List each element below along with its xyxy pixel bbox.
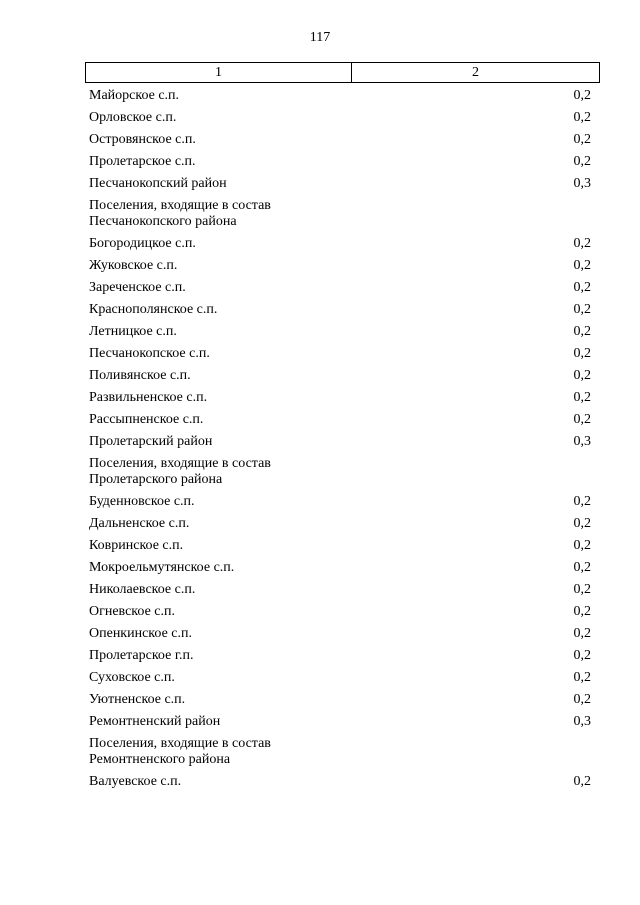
row-value: 0,2 bbox=[573, 538, 591, 553]
table-row bbox=[89, 301, 591, 323]
table-row bbox=[89, 389, 591, 411]
row-name: Ремонтненский район bbox=[89, 714, 221, 729]
table-row bbox=[89, 323, 591, 345]
table-row bbox=[89, 537, 591, 559]
row-name: Песчанокопский район bbox=[89, 176, 227, 191]
row-value: 0,3 bbox=[573, 176, 591, 191]
table-row bbox=[89, 109, 591, 131]
row-value: 0,2 bbox=[573, 412, 591, 427]
table-row bbox=[89, 433, 591, 455]
row-name: Николаевское с.п. bbox=[89, 582, 196, 597]
table-row bbox=[89, 713, 591, 735]
row-value: 0,2 bbox=[573, 516, 591, 531]
row-name: Мокроельмутянское с.п. bbox=[89, 560, 235, 575]
table-row bbox=[89, 581, 591, 603]
row-value: 0,2 bbox=[573, 626, 591, 641]
row-value: 0,2 bbox=[573, 280, 591, 295]
row-value: 0,2 bbox=[573, 604, 591, 619]
row-name: Краснополянское с.п. bbox=[89, 302, 218, 317]
row-name: Жуковское с.п. bbox=[89, 258, 178, 273]
table-row bbox=[89, 153, 591, 175]
table-row bbox=[89, 773, 591, 795]
table-row bbox=[89, 559, 591, 581]
row-value: 0,2 bbox=[573, 390, 591, 405]
row-name: Островянское с.п. bbox=[89, 132, 196, 147]
row-name: Песчанокопское с.п. bbox=[89, 346, 210, 361]
table-row bbox=[89, 735, 591, 773]
row-name: Поселения, входящие в состав Ремонтненского района bbox=[89, 736, 271, 767]
table-row bbox=[89, 235, 591, 257]
table-row bbox=[89, 279, 591, 301]
table-row bbox=[89, 493, 591, 515]
row-value: 0,2 bbox=[573, 324, 591, 339]
table-row bbox=[89, 257, 591, 279]
row-name: Дальненское с.п. bbox=[89, 516, 190, 531]
row-name: Майорское с.п. bbox=[89, 88, 180, 103]
row-value: 0,2 bbox=[573, 302, 591, 317]
table-body bbox=[89, 87, 591, 795]
row-value: 0,3 bbox=[573, 434, 591, 449]
table-row bbox=[89, 647, 591, 669]
row-name: Зареченское с.п. bbox=[89, 280, 186, 295]
table-row bbox=[89, 411, 591, 433]
row-name: Огневское с.п. bbox=[89, 604, 175, 619]
table-row bbox=[89, 455, 591, 493]
row-value: 0,2 bbox=[573, 582, 591, 597]
row-name: Уютненское с.п. bbox=[89, 692, 186, 707]
header-col-1: 1 bbox=[86, 63, 352, 82]
row-name: Рассыпненское с.п. bbox=[89, 412, 204, 427]
row-value: 0,2 bbox=[573, 774, 591, 789]
page-number: 117 bbox=[309, 30, 331, 45]
table-row bbox=[89, 131, 591, 153]
row-name: Валуевское с.п. bbox=[89, 774, 182, 789]
row-value: 0,3 bbox=[573, 714, 591, 729]
row-value: 0,2 bbox=[573, 560, 591, 575]
row-value: 0,2 bbox=[573, 494, 591, 509]
row-value: 0,2 bbox=[573, 88, 591, 103]
row-name: Пролетарское с.п. bbox=[89, 154, 196, 169]
row-value: 0,2 bbox=[573, 692, 591, 707]
table-row bbox=[89, 515, 591, 537]
row-name: Буденновское с.п. bbox=[89, 494, 195, 509]
row-value: 0,2 bbox=[573, 154, 591, 169]
table-row bbox=[89, 625, 591, 647]
table-row bbox=[89, 87, 591, 109]
row-value: 0,2 bbox=[573, 346, 591, 361]
row-value: 0,2 bbox=[573, 368, 591, 383]
row-name: Поливянское с.п. bbox=[89, 368, 191, 383]
row-name: Суховское с.п. bbox=[89, 670, 175, 685]
row-value: 0,2 bbox=[573, 132, 591, 147]
row-name: Богородицкое с.п. bbox=[89, 236, 196, 251]
row-value: 0,2 bbox=[573, 648, 591, 663]
row-value: 0,2 bbox=[573, 236, 591, 251]
table-header bbox=[85, 62, 600, 83]
table-row bbox=[89, 603, 591, 625]
row-name: Летницкое с.п. bbox=[89, 324, 177, 339]
table-row bbox=[89, 345, 591, 367]
table-row bbox=[89, 691, 591, 713]
row-value: 0,2 bbox=[573, 258, 591, 273]
row-name: Пролетарское г.п. bbox=[89, 648, 194, 663]
table-row bbox=[89, 367, 591, 389]
row-name: Пролетарский район bbox=[89, 434, 213, 449]
row-name: Поселения, входящие в состав Пролетарского района bbox=[89, 456, 271, 487]
row-name: Поселения, входящие в состав Песчанокопского района bbox=[89, 198, 271, 229]
row-value: 0,2 bbox=[573, 670, 591, 685]
table-row bbox=[89, 175, 591, 197]
header-col-2: 2 bbox=[472, 65, 479, 80]
row-name: Орловское с.п. bbox=[89, 110, 177, 125]
table-row bbox=[89, 669, 591, 691]
row-name: Ковринское с.п. bbox=[89, 538, 184, 553]
row-name: Опенкинское с.п. bbox=[89, 626, 192, 641]
row-value: 0,2 bbox=[573, 110, 591, 125]
table-row bbox=[89, 197, 591, 235]
row-name: Развильненское с.п. bbox=[89, 390, 208, 405]
